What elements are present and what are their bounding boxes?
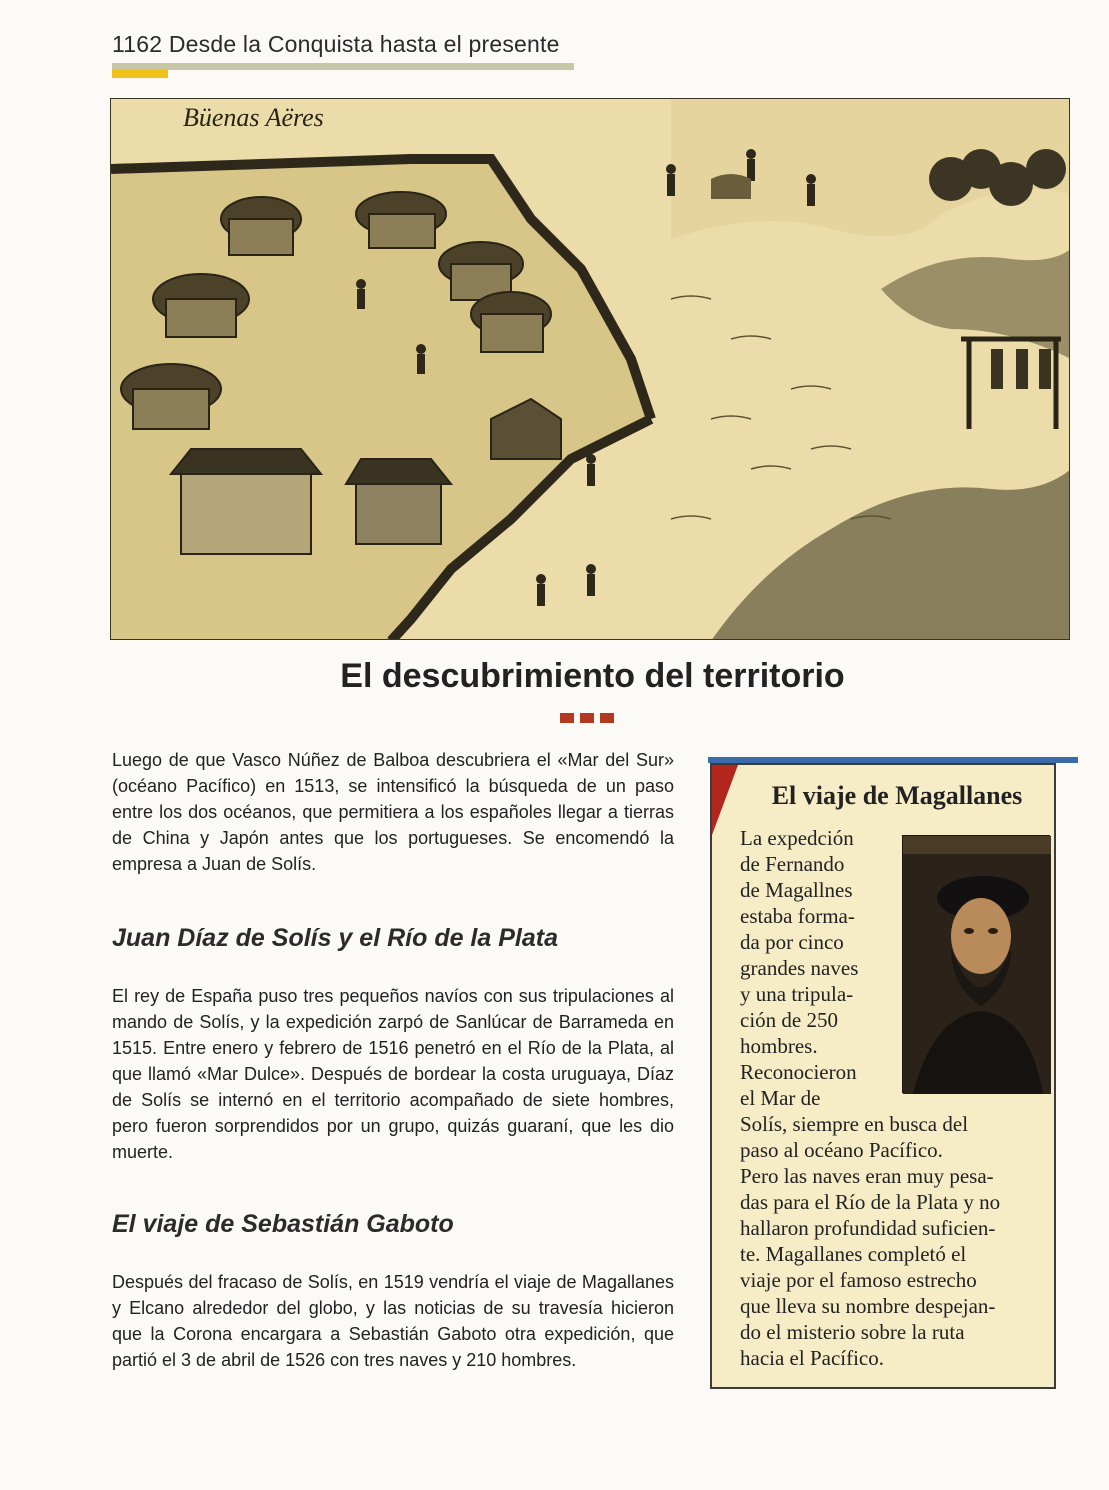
header-rule — [112, 63, 574, 70]
sidebar-line: ción de 250 — [740, 1008, 838, 1032]
sidebar-line: da por cinco — [740, 930, 844, 954]
sidebar-line: Solís, siempre en busca del — [740, 1112, 969, 1136]
sidebar-body — [740, 825, 1052, 1371]
header-accent-bar — [112, 70, 168, 78]
engraving-caption: Büenas Aëres — [183, 103, 324, 132]
sidebar-line: hombres. — [740, 1034, 818, 1058]
sidebar-line: te. Magallanes completó el — [740, 1242, 967, 1266]
sidebar-line: estaba forma- — [740, 904, 855, 928]
sidebar-line: viaje por el famoso estrecho — [740, 1268, 977, 1292]
sidebar-line: grandes naves — [740, 956, 859, 980]
sidebar-box — [710, 763, 1056, 1389]
sidebar-line: y una tripula- — [740, 982, 854, 1006]
title-ornament — [560, 713, 614, 723]
section-paragraph: El rey de España puso tres pequeños navíos con sus tripulaciones al mando de Solís, y la expedición zarpó de Sanlúcar de Barrameda en 1515. Entre enero y febrero de 1516 penetró en el Río de la Plata, al que llamó «Mar Dulce». Después de bordear la costa uruguaya, Díaz de Solís se internó en el territorio acompañado de siete hombres, pero fueron sorprendidos por un grupo, quizás guaraní, que les dio muerte. — [112, 986, 674, 1162]
section-heading: Juan Díaz de Solís y el Río de la Plata — [112, 924, 558, 952]
sidebar-line: das para el Río de la Plata y no — [740, 1190, 1001, 1214]
section-heading: El viaje de Sebastián Gaboto — [112, 1210, 454, 1238]
sidebar-line: Pero las naves eran muy pesa- — [740, 1164, 994, 1188]
sidebar-line: hacia el Pacífico. — [740, 1346, 885, 1370]
intro-paragraph: Luego de que Vasco Núñez de Balboa descubriera el «Mar del Sur» (océano Pacífico) en 1513, se intensificó la búsqueda de un paso entre los dos océanos, que permitiera a los españoles llegar a tierras de China y Japón antes que los portugueses. Se encomendó la empresa a Juan de Solís. — [112, 750, 674, 874]
sidebar-line: paso al océano Pacífico. — [740, 1138, 943, 1162]
sidebar-title: El viaje de Magallanes — [771, 781, 1023, 810]
sidebar-line: hallaron profundidad suficien- — [740, 1216, 996, 1240]
sidebar-line: Reconocieron — [740, 1060, 857, 1084]
sidebar-line: do el misterio sobre la ruta — [740, 1320, 965, 1344]
page-title: El descubrimiento del territorio — [340, 657, 845, 695]
sidebar-line: de Fernando — [740, 852, 845, 876]
sidebar-line: de Magallnes — [740, 878, 853, 902]
section-paragraph: Después del fracaso de Solís, en 1519 vendría el viaje de Magallanes y Elcano alrededor del globo, y las noticias de su travesía hicieron que la Corona encargara a Sebastián Gaboto otra expedición, que partió el 3 de abril de 1526 con tres naves y 210 hombres. — [112, 1272, 674, 1370]
sidebar-line: el Mar de — [740, 1086, 821, 1110]
sidebar-line: que lleva su nombre despejan- — [740, 1294, 996, 1318]
engraving-illustration — [111, 99, 1070, 640]
buenos-aires-engraving — [110, 98, 1070, 640]
sidebar-line: La expedción — [740, 826, 854, 850]
sidebar-corner-mark — [712, 765, 738, 835]
running-head: 1162 Desde la Conquista hasta el presente — [112, 31, 560, 57]
